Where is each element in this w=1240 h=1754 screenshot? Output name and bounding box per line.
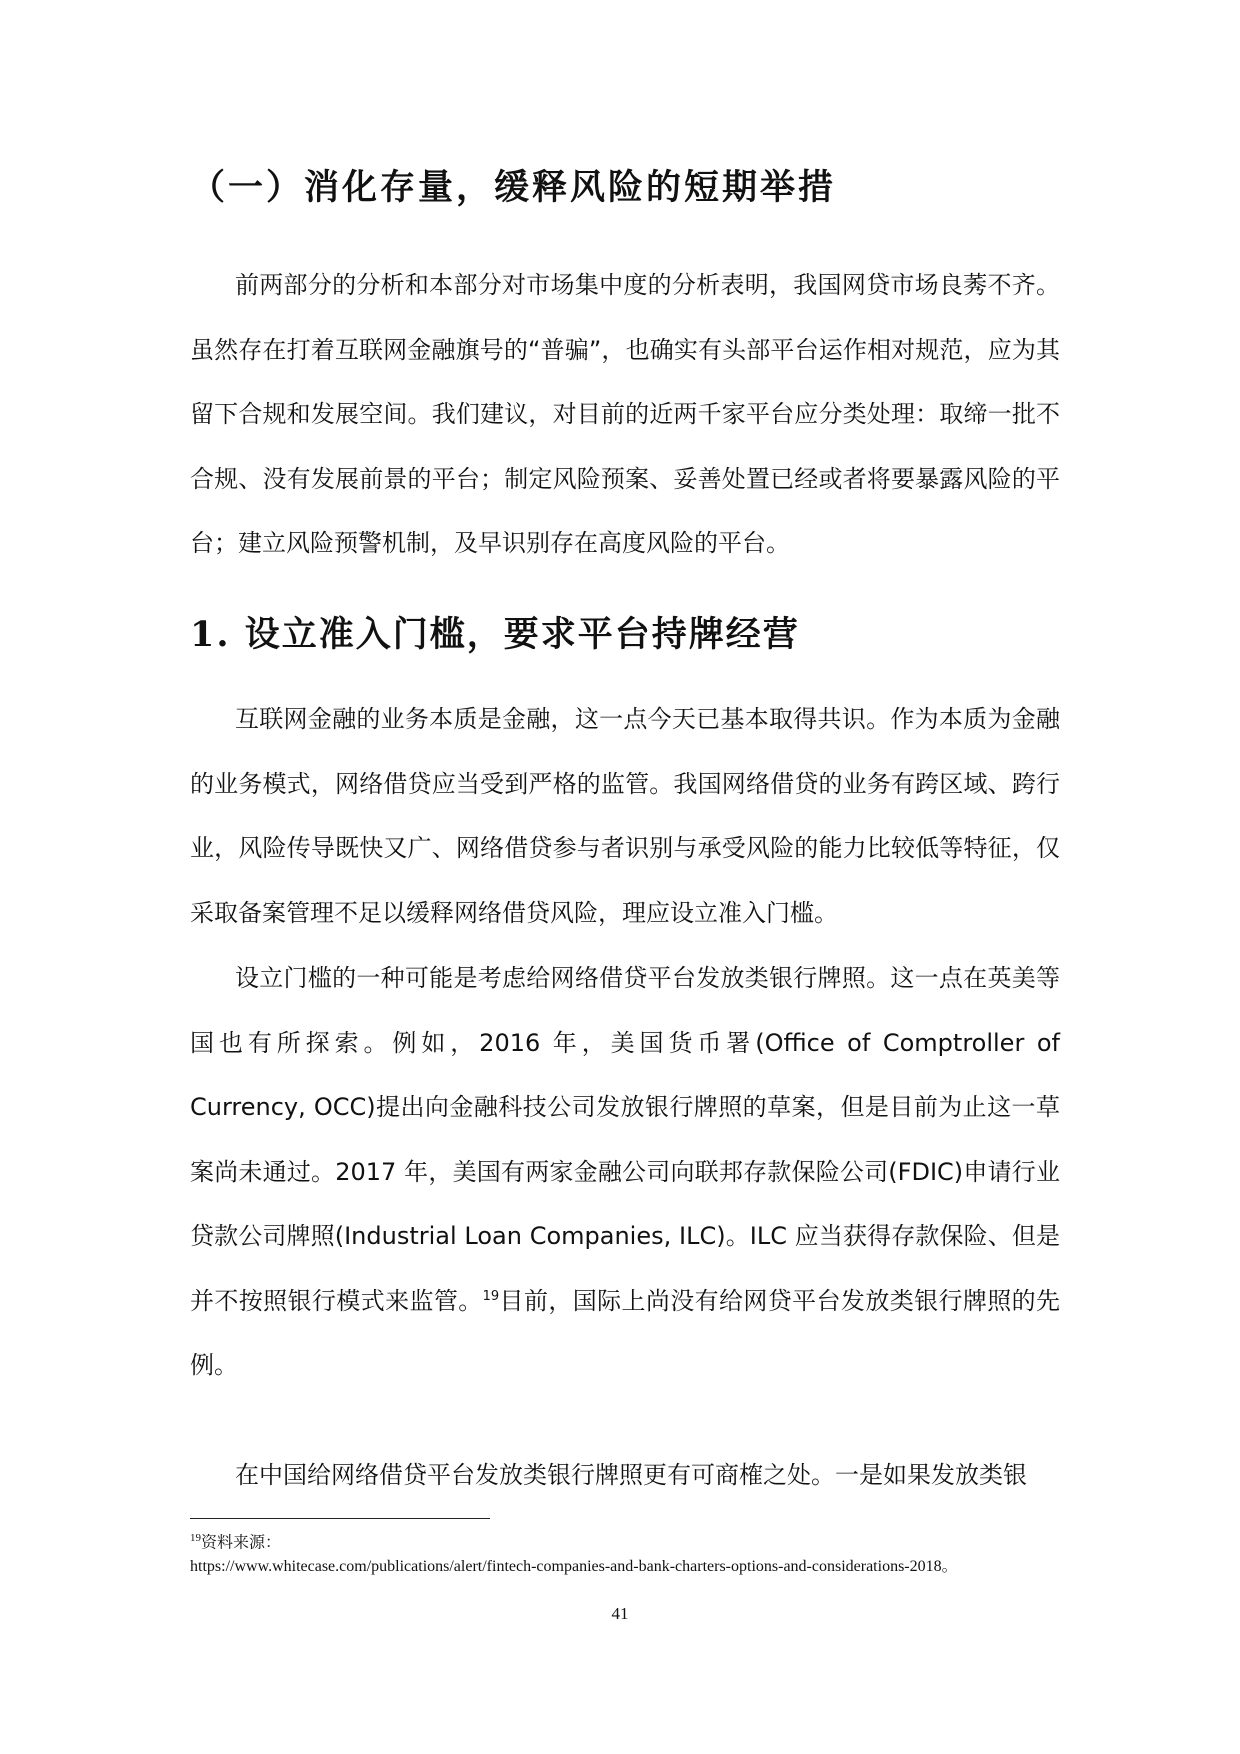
paragraph-bank-charter [190,946,1060,1398]
paragraph-market-analysis: 前两部分的分析和本部分对市场集中度的分析表明，我国网贷市场良莠不齐。虽然存在打着互联网金融旗号的“普骗”，也确实有头部平台运作相对规范，应为其留下合规和发展空间。我们建议，对目前的近两千家平台应分类处理：取缔一批不合规、没有发展前景的平台；制定风险预案、妥善处置已经或者将要暴露风险的平台；建立风险预警机制，及早识别存在高度风险的平台。 [190,271,1060,557]
paragraph-text: 设立门槛的一种可能是考虑给网络借贷平台发放类银行牌照。这一点在英美等国也有所探索。例如，2016 年，美国货币署(Office of Comptroller of Currency, OCC)提出向金融科技公司发放银行牌照的草案，但是目前为止这一草案尚未通过。2017 年，美国有两家金融公司向联邦存款保险公司(FDIC)申请行业贷款公司牌照(Industrial Loan Companies, ILC)。ILC 应当获得存款保险、但是并不按照银行模式来监管。 [190,964,1060,1315]
footnote-number: 19 [190,1532,201,1544]
footnote-divider [190,1518,490,1519]
paragraph-china-charter: 在中国给网络借贷平台发放类银行牌照更有可商榷之处。一是如果发放类银 [235,1461,1027,1489]
page-number: 41 [611,1604,629,1623]
paragraph-text: 目前，国际上尚没有给网贷平台发放类银行牌照的先例。 [190,1286,1061,1379]
paragraph-regulation-essence [190,687,1060,945]
subsection-heading: 1. 设立准入门槛，要求平台持牌经营 [190,614,800,655]
footnote-label: 资料来源： [201,1534,282,1552]
footnote-reference[interactable]: 19 [482,1288,500,1304]
paragraph-text: 互联网金融的业务本质是金融，这一点今天已基本取得共识。作为本质为金融的业务模式，网络借贷应当受到严格的监管。我国网络借贷的业务有跨区域、跨行业，风险传导既快又广、网络借贷参与者识别与承受风险的能力比较低等特征，仅采取备案管理不足以缓释网络借贷风险，理应设立准入门槛。 [190,705,1060,927]
footnote [190,1526,1052,1579]
section-heading: （一）消化存量，缓释风险的短期举措 [190,167,837,208]
footnote-url[interactable]: https://www.whitecase.com/publications/alert/fintech-companies-and-bank-charters-options-and-considerations-2018。 [190,1558,958,1576]
